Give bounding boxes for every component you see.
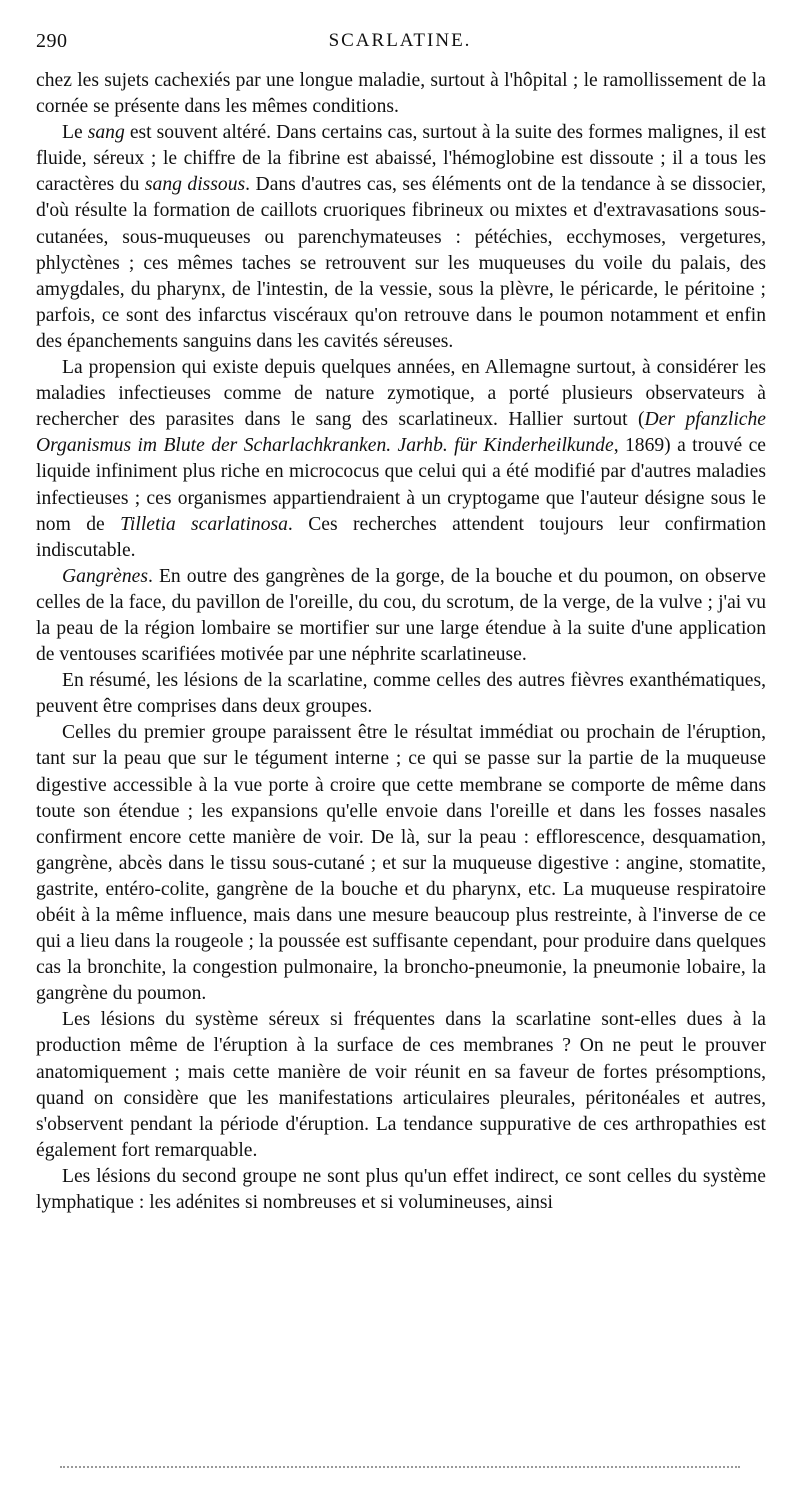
bleed-through-line: [60, 1466, 740, 1470]
page-number: 290: [36, 30, 68, 52]
citation-title: Der pfanzliche Organismus im Blute der Scharlachkranken. Jarhb. für Kinderheilkunde: [36, 409, 766, 457]
running-title: SCARLATINE.: [328, 30, 472, 51]
term-sang: sang: [87, 122, 125, 144]
paragraph-premier-groupe: Celles du premier groupe paraissent être le résultat immédiat ou prochain de l'éruption, tant sur la peau que sur le tégument interne ; ce qui se passe sur la partie de la muqueuse digestive accessible à la vue porte à croire que cette membrane se comporte de même dans toute son étendue ; les expansions qu'elle envoie dans l'oreille et dans les fosses nasales confirment encore cette manière de voir. De là, sur la peau : efflorescence, desquamation, gangrène, abcès dans le tissu sous-cutané ; et sur la muqueuse digestive : angine, stomatite, gastrite, entéro-colite, gangrène de la bouche et du pharynx, etc. La muqueuse respiratoire obéit à la même influence, mais dans une mesure beaucoup plus restreinte, à l'inverse de ce qui a lieu dans la rougeole ; la poussée est suffisante cependant, pour produire dans quelques cas la bronchite, la congestion pulmonaire, la broncho-pneumonie, la pneumonie lobaire, la gangrène du poumon.: [36, 722, 766, 1005]
body-text: [36, 68, 766, 1216]
paragraph-parasites: La propension qui existe depuis quelques années, en Allemagne surtout, à considérer les maladies infectieuses comme de nature zymotique, a porté plusieurs observateurs à rechercher des parasites dans le sang des scarlatineux. Hallier surtout (Der pfanzliche Organismus im Blute der Scharlachkranken. Jarhb. für Kinderheilkunde, 1869) a trouvé ce liquide infiniment plus riche en micrococus que celui qui a été modifié par d'autres maladies infectieuses ; ces organismes appartiendraient à un cryptogame que l'auteur désigne sous le nom de Tilletia scarlatinosa. Ces recherches attendent toujours leur confirmation indiscutable.: [36, 357, 766, 561]
paragraph-systeme-sereux: Les lésions du système séreux si fréquentes dans la scarlatine sont-elles dues à la production même de l'éruption à la surface de ces membranes ? On ne peut le prouver anatomiquement ; mais cette manière de voir réunit en sa faveur de fortes présomptions, quand on considère que les manifestations articulaires pleurales, péritonéales et autres, s'observent pendant la période d'éruption. La tendance suppurative de ces arthropathies est également fort remarquable.: [36, 1009, 766, 1161]
term-tilletia: Tilletia scarlatinosa: [120, 513, 288, 535]
paragraph-second-groupe: Les lésions du second groupe ne sont plus qu'un effet indirect, ce sont celles du système lymphatique : les adénites si nombreuses et si volumineuses, ainsi: [36, 1165, 766, 1214]
paragraph-sang: Le sang est souvent altéré. Dans certains cas, surtout à la suite des formes malignes, il est fluide, séreux ; le chiffre de la fibrine est abaissé, l'hémoglobine est dissoute ; il a tous les caractères du sang dissous. Dans d'autres cas, ses éléments ont de la tendance à se dissocier, d'où résulte la formation de caillots cruoriques fibrineux ou mixtes et d'extravasations sous-cutanées, sous-muqueuses ou parenchymateuses : pétéchies, ecchymoses, vergetures, phlyctènes ; ces mêmes taches se retrouvent sur les muqueuses du voile du palais, des amygdales, du pharynx, de l'intestin, de la vessie, sous la plèvre, le péricarde, le péritoine ; parfois, ce sont des infarctus viscéraux qu'on retrouve dans le poumon notamment et enfin des épanchements sanguins dans les cavités séreuses.: [36, 122, 767, 352]
term-sang-dissous: sang dissous: [144, 174, 246, 196]
heading-gangrenes: Gangrènes: [62, 565, 148, 587]
page-header: [36, 30, 764, 56]
paragraph-gangrenes: Gangrènes. En outre des gangrènes de la gorge, de la bouche et du poumon, on observe celles de la face, du pavillon de l'oreille, du cou, du scrotum, de la verge, de la vulve ; j'ai vu la peau de la région lombaire se mortifier sur une large étendue à la suite d'une application de ventouses scarifiées motivée par une néphrite scarlatineuse.: [36, 565, 766, 666]
paragraph-resume: En résumé, les lésions de la scarlatine, comme celles des autres fièvres exanthématiques, peuvent être comprises dans deux groupes.: [36, 670, 766, 718]
paragraph-cornee: chez les sujets cachexiés par une longue maladie, surtout à l'hôpital ; le ramollissement de la cornée se présente dans les mêmes conditions.: [36, 70, 766, 118]
